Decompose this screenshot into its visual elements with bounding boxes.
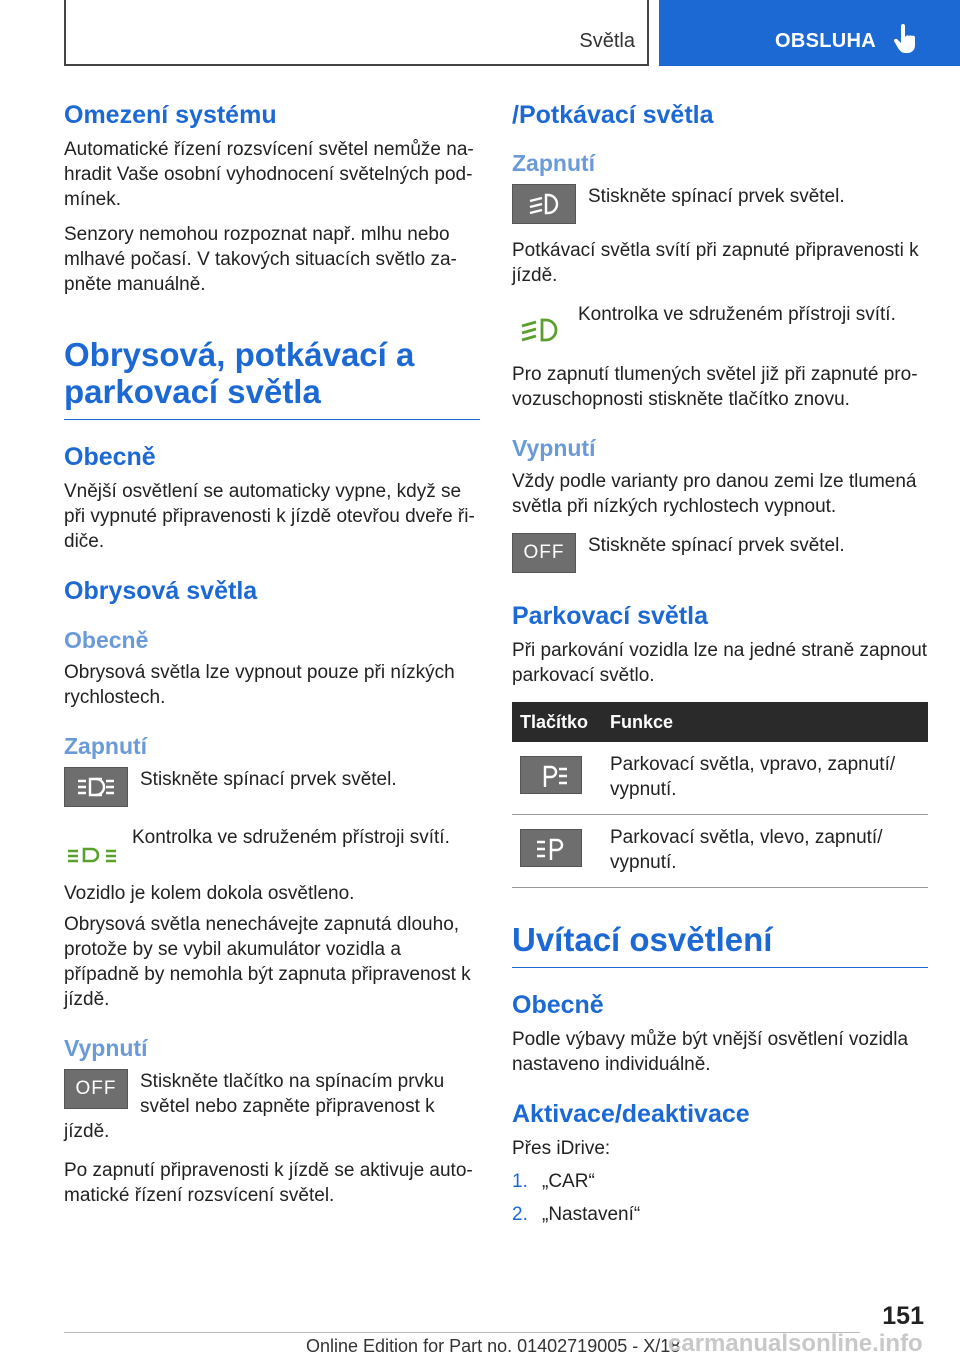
table-row-2-text: Parkovací světla, vlevo, zapnutí/ vypnutí.: [602, 815, 928, 888]
low-beam-indicator-icon: [512, 302, 566, 352]
list-item: 2. „Nastavení“: [512, 1204, 641, 1226]
subheading-obrysova-obecne: Obecně: [64, 626, 149, 653]
list-item: 1. „CAR“: [512, 1171, 595, 1193]
step-zapnuti: [64, 767, 480, 807]
heading-potkavaci: /Potkávací světla: [512, 101, 714, 129]
heading-obrysova: Obrysová světla: [64, 577, 258, 606]
text-right-zapnuti-step: Stiskněte spínací prvek světel.: [588, 186, 845, 207]
step-vypnuti: [64, 1069, 480, 1119]
step-right-zapnuti: [512, 184, 928, 224]
paragraph-right-vypnuti: Vždy podle varianty pro danou zemi lze tlumená světla při nízkých rychlostech vypnout.: [512, 470, 917, 517]
paragraph-obecne: Vnější osvětlení se automaticky vypne, když se při vypnuté připravenosti k jízdě otevřou dveře řidiče.: [64, 481, 475, 553]
subheading-vypnuti: Vypnutí: [64, 1035, 148, 1062]
paragraph-obrysova-obecne: Obrysová světla lze vypnout pouze při nízkých rychlostech.: [64, 662, 455, 709]
heading-uvitaci: Uvítací osvětlení: [512, 922, 928, 968]
heading-obecne: Obecně: [64, 443, 156, 472]
table-row: [512, 815, 928, 888]
parking-lights-table: [512, 702, 928, 888]
paragraph-uvitaci-obecne: Podle výbavy může být vnější osvětlení vozidla nastaveno individuálně.: [512, 1029, 909, 1076]
text-zapnuti-step: Stiskněte spínací prvek světel.: [140, 769, 397, 791]
heading-uvitaci-obecne: Obecně: [512, 990, 604, 1019]
low-beam-icon: [512, 184, 576, 224]
parking-light-right-icon: [520, 756, 582, 794]
text-right-zapnuti-indicator: Kontrolka ve sdruženém přístroji svítí.: [578, 304, 896, 325]
header-section-box: [64, 0, 649, 66]
text-zapnuti-indicator: Kontrolka ve sdruženém přístroji svítí.: [132, 827, 450, 849]
left-column: [64, 100, 480, 1208]
off-button-icon: OFF: [64, 1069, 128, 1109]
parking-light-left-icon: [520, 829, 582, 867]
table-row: [512, 742, 928, 815]
text-right-vypnuti-step: Stiskněte spínací prvek světel.: [588, 534, 845, 556]
right-column: [512, 100, 928, 1227]
header-chapter-box: [659, 0, 960, 66]
table-row-1-text: Parkovací světla, vpravo, zapnutí/ vypnutí.: [602, 742, 928, 815]
heading-main: Obrysová, potkávací a parkovací světla: [64, 337, 480, 420]
step-right-vypnuti: [512, 533, 928, 573]
watermark: carmanualsonline.info: [668, 1330, 923, 1357]
paragraph-zapnuti-2: Obrysová světla nenechávejte zapnutá dlouho, protože by se vybil akumulátor vozidla a případně by nemohla být zapnuta připravenost k jízdě.: [64, 914, 471, 1011]
parking-lights-icon: [64, 767, 128, 807]
indicator-zapnuti: [64, 825, 480, 871]
table-header-function: Funkce: [602, 702, 928, 742]
subheading-right-zapnuti: Zapnutí: [512, 150, 596, 177]
paragraph-omezeni-1: Automatické řízení rozsvícení světel nemůže nahradit Vaše osobní vyhodnocení světelných podmínek.: [64, 139, 474, 211]
heading-omezeni: Omezení systému: [64, 101, 277, 129]
off-button-icon-2: OFF: [512, 533, 576, 573]
subheading-right-vypnuti: Vypnutí: [512, 435, 596, 461]
footer-edition: Online Edition for Part no. 01402719005 - X/18: [306, 1336, 681, 1356]
paragraph-parkovaci: Při parkování vozidla lze na jedné straně zapnout parkovací světlo.: [512, 640, 928, 686]
idrive-steps: [512, 1169, 928, 1227]
paragraph-omezeni-2: Senzory nemohou rozpoznat např. mlhu nebo mlhavé počasí. V takových situacích světlo zapněte manuálně.: [64, 224, 457, 296]
paragraph-zapnuti-1: Vozidlo je kolem dokola osvětleno.: [64, 883, 355, 905]
hand-pointer-icon: [893, 24, 919, 54]
text-vypnuti-step-end: jízdě.: [64, 1120, 110, 1142]
paragraph-right-zapnuti-2: Pro zapnutí tlumených světel již při zapnuté provozuschopnosti stiskněte tlačítko znovu.: [512, 364, 918, 410]
table-header-button: Tlačítko: [512, 702, 602, 742]
indicator-right-zapnuti: [512, 302, 928, 352]
subheading-zapnuti: Zapnutí: [64, 733, 148, 760]
header-section-title: Světla: [579, 30, 635, 52]
page-number: 151: [882, 1302, 924, 1330]
heading-aktivace: Aktivace/deaktivace: [512, 1100, 750, 1129]
paragraph-right-zapnuti-1: Potkávací světla svítí při zapnuté připravenosti k jízdě.: [512, 240, 919, 286]
header-chapter-title: OBSLUHA: [775, 30, 876, 52]
text-vypnuti-step: Stiskněte tlačítko na spínacím prvku světel nebo zapněte připravenost k: [140, 1070, 445, 1117]
parking-lights-indicator-icon: [64, 825, 120, 871]
paragraph-vypnuti: Po zapnutí připravenosti k jízdě se aktivuje automatické řízení rozsvícení světel.: [64, 1159, 473, 1206]
heading-parkovaci: Parkovací světla: [512, 601, 708, 630]
paragraph-aktivace: Přes iDrive:: [512, 1138, 611, 1160]
